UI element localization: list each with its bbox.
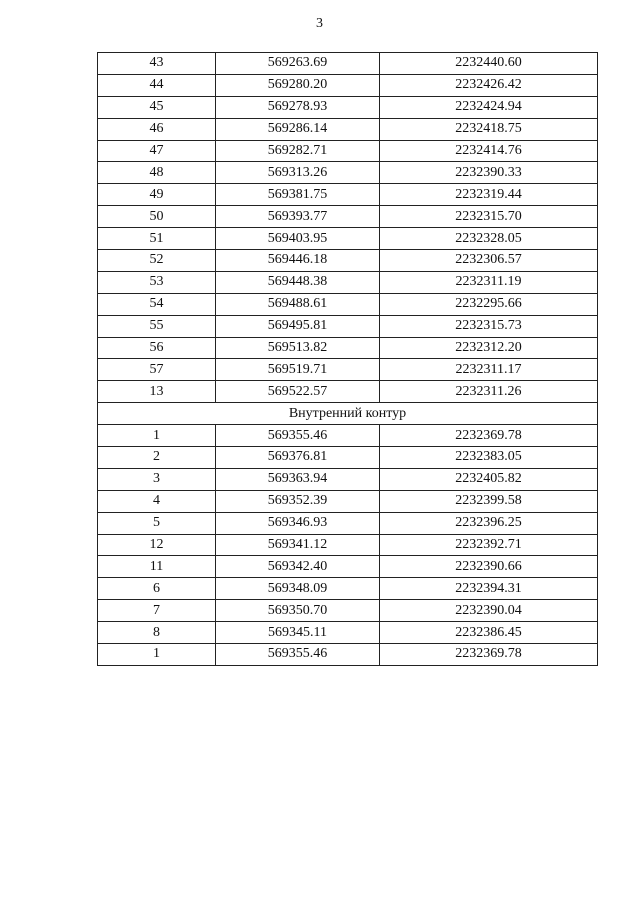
table-row <box>98 447 598 469</box>
x-coordinate-cell: 569341.12 <box>216 534 380 556</box>
table-row <box>98 53 598 75</box>
y-coordinate-cell: 2232418.75 <box>380 118 598 140</box>
table-row <box>98 468 598 490</box>
y-coordinate-cell: 2232399.58 <box>380 490 598 512</box>
y-coordinate-cell: 2232319.44 <box>380 184 598 206</box>
point-number-cell: 48 <box>98 162 216 184</box>
point-number-cell: 3 <box>98 468 216 490</box>
y-coordinate-cell: 2232369.78 <box>380 425 598 447</box>
x-coordinate-cell: 569278.93 <box>216 96 380 118</box>
point-number-cell: 46 <box>98 118 216 140</box>
page-number: 3 <box>316 16 323 31</box>
table-row <box>98 556 598 578</box>
point-number-cell: 8 <box>98 622 216 644</box>
y-coordinate-cell: 2232396.25 <box>380 512 598 534</box>
y-coordinate-cell: 2232315.73 <box>380 315 598 337</box>
table-row <box>98 250 598 272</box>
y-coordinate-cell: 2232405.82 <box>380 468 598 490</box>
point-number-cell: 13 <box>98 381 216 403</box>
x-coordinate-cell: 569282.71 <box>216 140 380 162</box>
y-coordinate-cell: 2232440.60 <box>380 53 598 75</box>
table-row <box>98 74 598 96</box>
x-coordinate-cell: 569393.77 <box>216 206 380 228</box>
table-row <box>98 644 598 666</box>
y-coordinate-cell: 2232306.57 <box>380 250 598 272</box>
point-number-cell: 45 <box>98 96 216 118</box>
x-coordinate-cell: 569313.26 <box>216 162 380 184</box>
point-number-cell: 2 <box>98 447 216 469</box>
y-coordinate-cell: 2232392.71 <box>380 534 598 556</box>
table-row <box>98 293 598 315</box>
point-number-cell: 44 <box>98 74 216 96</box>
table-row <box>98 206 598 228</box>
y-coordinate-cell: 2232390.04 <box>380 600 598 622</box>
point-number-cell: 43 <box>98 53 216 75</box>
x-coordinate-cell: 569519.71 <box>216 359 380 381</box>
x-coordinate-cell: 569345.11 <box>216 622 380 644</box>
y-coordinate-cell: 2232424.94 <box>380 96 598 118</box>
table-row <box>98 490 598 512</box>
point-number-cell: 56 <box>98 337 216 359</box>
point-number-cell: 12 <box>98 534 216 556</box>
x-coordinate-cell: 569263.69 <box>216 53 380 75</box>
y-coordinate-cell: 2232369.78 <box>380 644 598 666</box>
x-coordinate-cell: 569495.81 <box>216 315 380 337</box>
x-coordinate-cell: 569352.39 <box>216 490 380 512</box>
coordinates-table <box>97 52 598 666</box>
x-coordinate-cell: 569342.40 <box>216 556 380 578</box>
section-label: Внутренний контур <box>98 403 598 425</box>
point-number-cell: 53 <box>98 271 216 293</box>
point-number-cell: 52 <box>98 250 216 272</box>
x-coordinate-cell: 569355.46 <box>216 425 380 447</box>
x-coordinate-cell: 569448.38 <box>216 271 380 293</box>
x-coordinate-cell: 569355.46 <box>216 644 380 666</box>
table-row <box>98 96 598 118</box>
point-number-cell: 5 <box>98 512 216 534</box>
inner-contour-rows <box>98 425 598 666</box>
section-row <box>98 403 598 425</box>
section-header <box>98 403 598 425</box>
y-coordinate-cell: 2232311.19 <box>380 271 598 293</box>
point-number-cell: 51 <box>98 228 216 250</box>
y-coordinate-cell: 2232295.66 <box>380 293 598 315</box>
x-coordinate-cell: 569286.14 <box>216 118 380 140</box>
x-coordinate-cell: 569381.75 <box>216 184 380 206</box>
point-number-cell: 50 <box>98 206 216 228</box>
x-coordinate-cell: 569376.81 <box>216 447 380 469</box>
table-row <box>98 578 598 600</box>
table-row <box>98 228 598 250</box>
x-coordinate-cell: 569522.57 <box>216 381 380 403</box>
table-row <box>98 512 598 534</box>
table-row <box>98 359 598 381</box>
y-coordinate-cell: 2232312.20 <box>380 337 598 359</box>
point-number-cell: 11 <box>98 556 216 578</box>
y-coordinate-cell: 2232383.05 <box>380 447 598 469</box>
point-number-cell: 47 <box>98 140 216 162</box>
table-row <box>98 622 598 644</box>
point-number-cell: 4 <box>98 490 216 512</box>
point-number-cell: 6 <box>98 578 216 600</box>
point-number-cell: 7 <box>98 600 216 622</box>
x-coordinate-cell: 569488.61 <box>216 293 380 315</box>
y-coordinate-cell: 2232328.05 <box>380 228 598 250</box>
x-coordinate-cell: 569513.82 <box>216 337 380 359</box>
y-coordinate-cell: 2232311.17 <box>380 359 598 381</box>
point-number-cell: 54 <box>98 293 216 315</box>
outer-contour-rows <box>98 53 598 403</box>
table-row <box>98 600 598 622</box>
table-row <box>98 184 598 206</box>
y-coordinate-cell: 2232311.26 <box>380 381 598 403</box>
point-number-cell: 1 <box>98 644 216 666</box>
table-row <box>98 381 598 403</box>
x-coordinate-cell: 569403.95 <box>216 228 380 250</box>
x-coordinate-cell: 569280.20 <box>216 74 380 96</box>
table-row <box>98 337 598 359</box>
table-row <box>98 271 598 293</box>
table-row <box>98 162 598 184</box>
point-number-cell: 55 <box>98 315 216 337</box>
table-row <box>98 425 598 447</box>
y-coordinate-cell: 2232386.45 <box>380 622 598 644</box>
x-coordinate-cell: 569348.09 <box>216 578 380 600</box>
x-coordinate-cell: 569346.93 <box>216 512 380 534</box>
point-number-cell: 57 <box>98 359 216 381</box>
x-coordinate-cell: 569350.70 <box>216 600 380 622</box>
x-coordinate-cell: 569446.18 <box>216 250 380 272</box>
y-coordinate-cell: 2232390.66 <box>380 556 598 578</box>
point-number-cell: 49 <box>98 184 216 206</box>
y-coordinate-cell: 2232426.42 <box>380 74 598 96</box>
table-row <box>98 118 598 140</box>
x-coordinate-cell: 569363.94 <box>216 468 380 490</box>
y-coordinate-cell: 2232390.33 <box>380 162 598 184</box>
y-coordinate-cell: 2232394.31 <box>380 578 598 600</box>
y-coordinate-cell: 2232315.70 <box>380 206 598 228</box>
table-row <box>98 140 598 162</box>
point-number-cell: 1 <box>98 425 216 447</box>
table-row <box>98 534 598 556</box>
y-coordinate-cell: 2232414.76 <box>380 140 598 162</box>
table-row <box>98 315 598 337</box>
